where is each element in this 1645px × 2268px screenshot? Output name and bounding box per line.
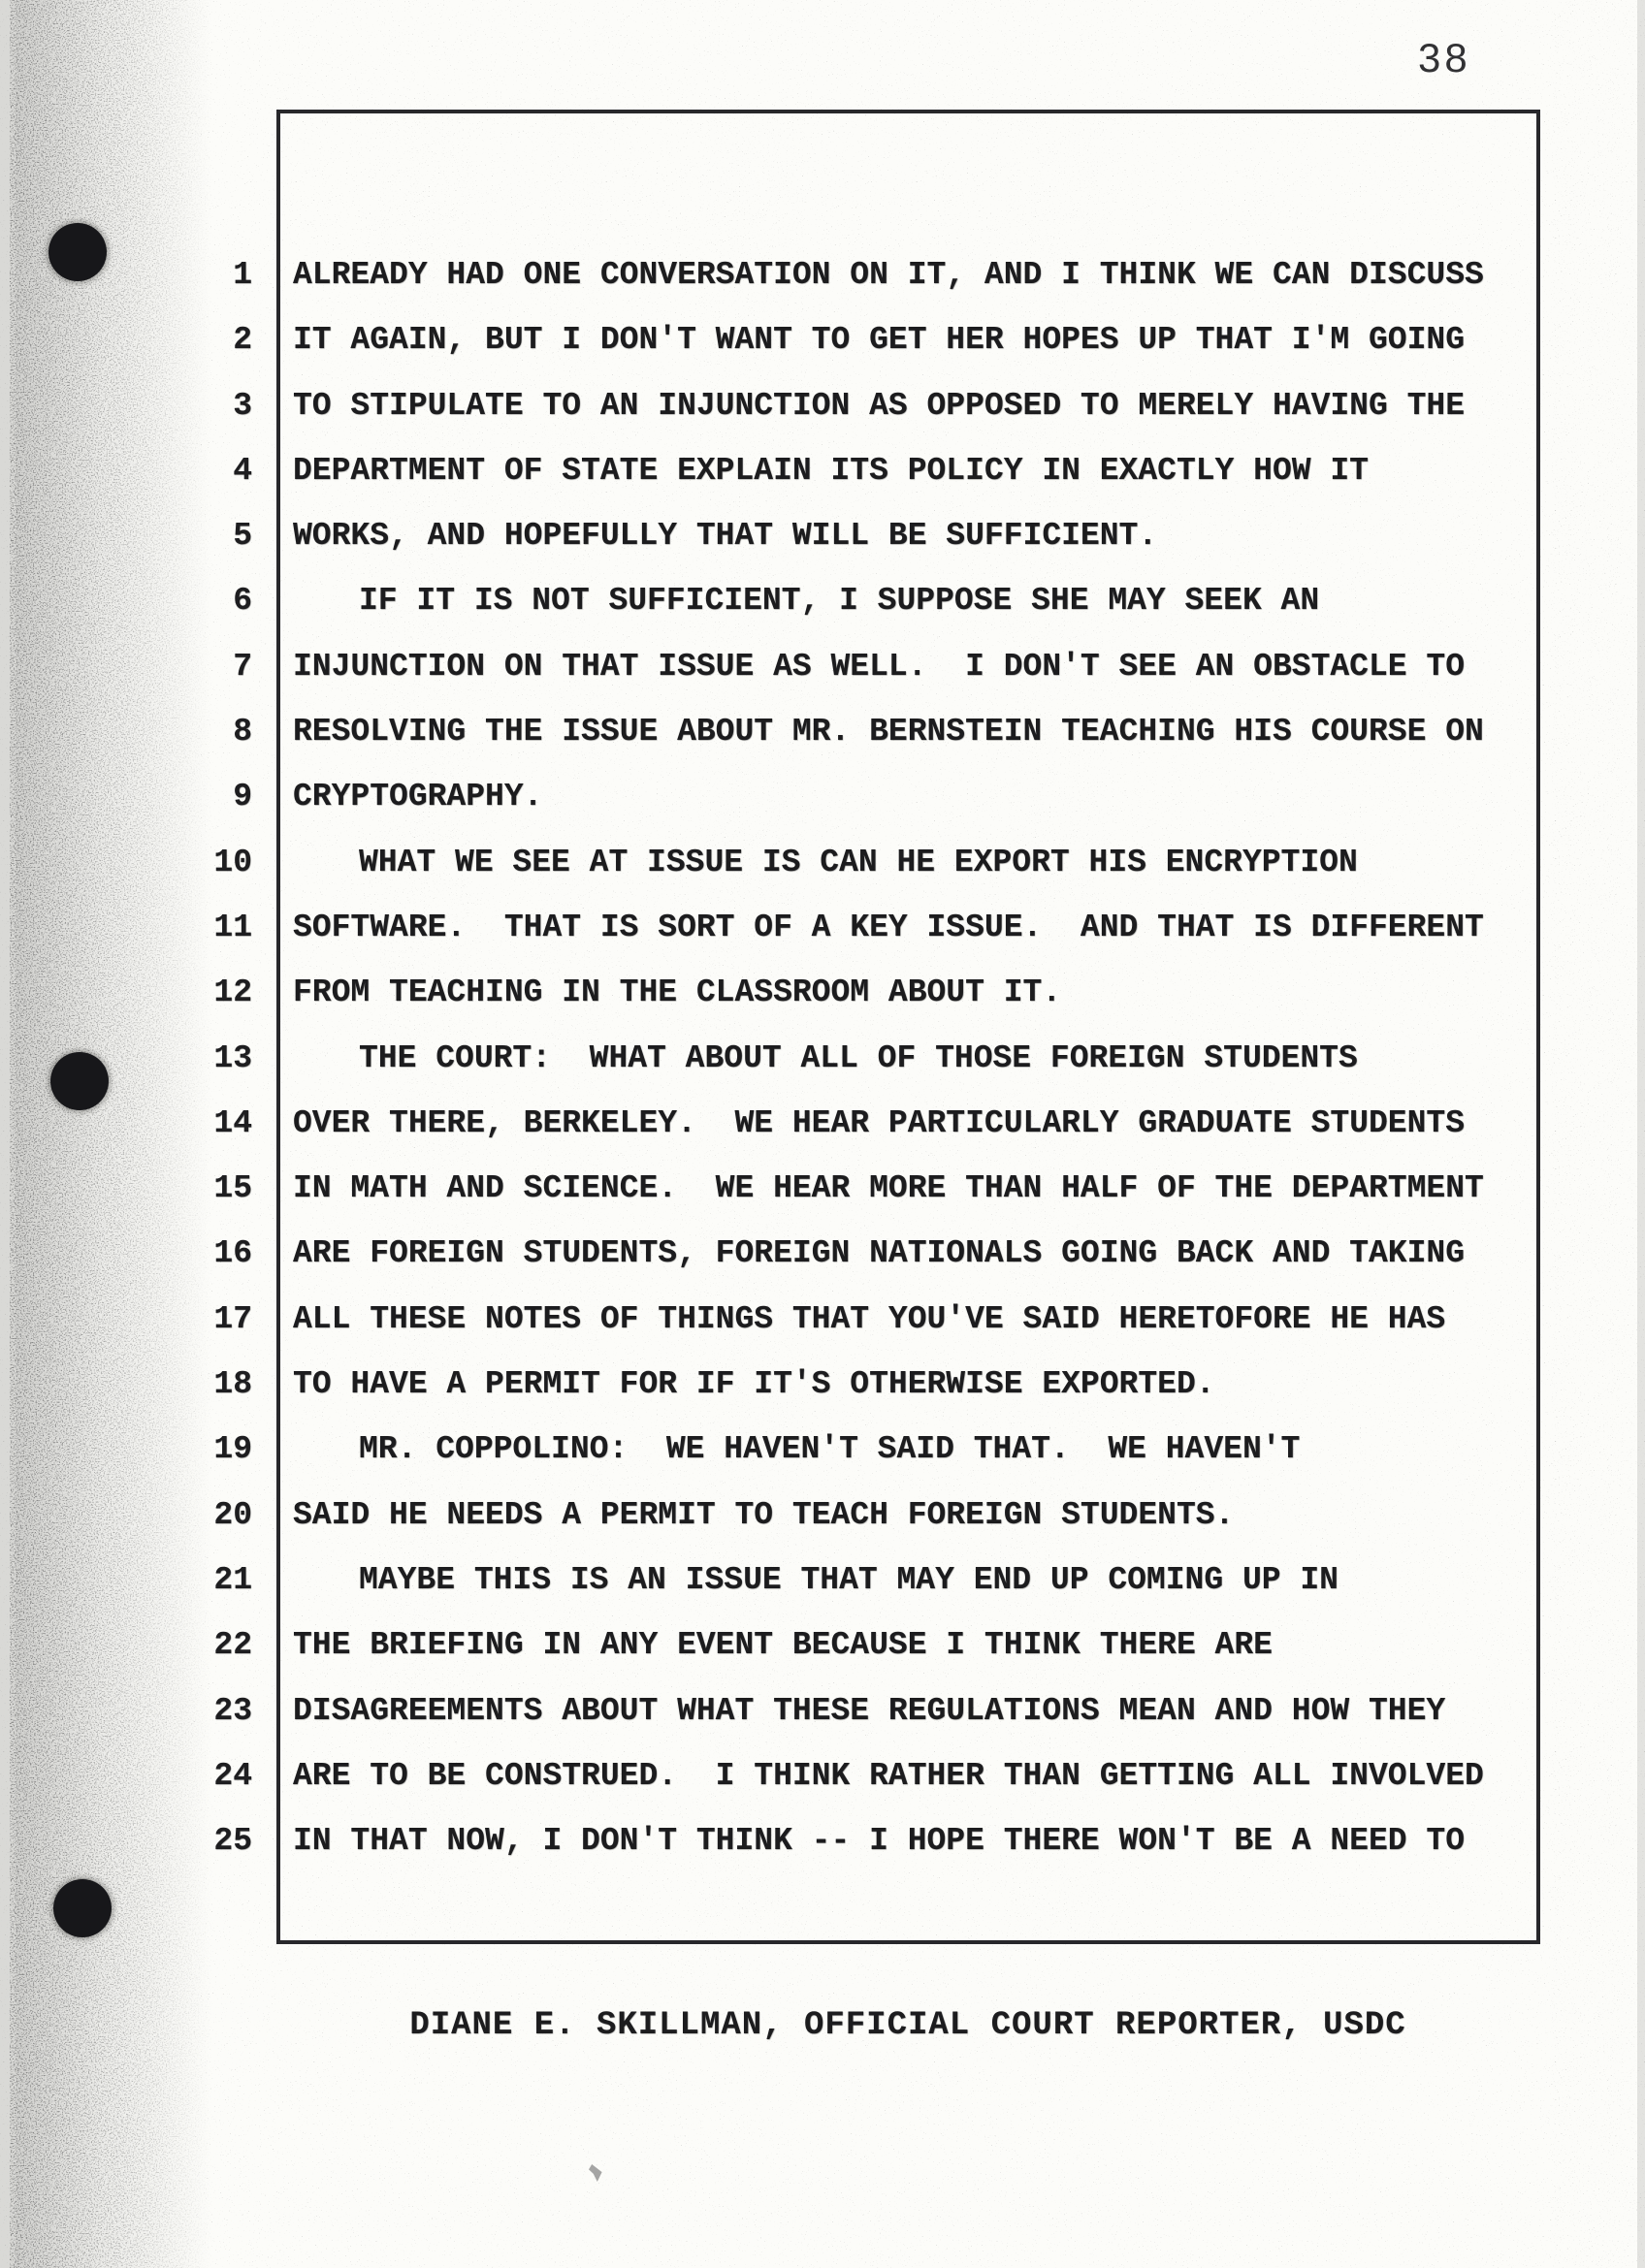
- line-number: 9: [233, 779, 252, 815]
- transcript-line: TO STIPULATE TO AN INJUNCTION AS OPPOSED TO MERELY HAVING THE: [293, 387, 1465, 424]
- transcript-line: DEPARTMENT OF STATE EXPLAIN ITS POLICY IN EXACTLY HOW IT: [293, 452, 1369, 489]
- line-number: 7: [233, 648, 252, 685]
- transcript-line: MR. COPPOLINO: WE HAVEN'T SAID THAT. WE HAVEN'T: [359, 1431, 1301, 1468]
- line-number: 20: [213, 1496, 252, 1533]
- transcript-line: MAYBE THIS IS AN ISSUE THAT MAY END UP COMING UP IN: [359, 1561, 1339, 1598]
- transcript-line: TO HAVE A PERMIT FOR IF IT'S OTHERWISE EXPORTED.: [293, 1366, 1215, 1403]
- line-number: 16: [213, 1235, 252, 1272]
- transcript-line: WHAT WE SEE AT ISSUE IS CAN HE EXPORT HIS ENCRYPTION: [359, 844, 1358, 880]
- line-number: 23: [213, 1692, 252, 1729]
- line-number: 6: [233, 583, 252, 620]
- transcript-line: SOFTWARE. THAT IS SORT OF A KEY ISSUE. AND THAT IS DIFFERENT: [293, 909, 1484, 945]
- line-number: 1: [233, 257, 252, 293]
- scanner-edge-left: [0, 0, 16, 2268]
- binder-hole-bottom: [53, 1879, 112, 1937]
- line-number: 10: [213, 844, 252, 880]
- transcript-line: IN MATH AND SCIENCE. WE HEAR MORE THAN HALF OF THE DEPARTMENT: [293, 1170, 1484, 1207]
- binder-hole-middle: [50, 1052, 109, 1110]
- transcript-line: RESOLVING THE ISSUE ABOUT MR. BERNSTEIN TEACHING HIS COURSE ON: [293, 714, 1484, 751]
- line-number: 5: [233, 518, 252, 555]
- transcript-line: THE COURT: WHAT ABOUT ALL OF THOSE FOREIGN STUDENTS: [359, 1039, 1358, 1076]
- transcript-line: DISAGREEMENTS ABOUT WHAT THESE REGULATIONS MEAN AND HOW THEY: [293, 1692, 1446, 1729]
- transcript-line: IT AGAIN, BUT I DON'T WANT TO GET HER HOPES UP THAT I'M GOING: [293, 322, 1465, 359]
- line-number: 18: [213, 1366, 252, 1403]
- line-number: 3: [233, 387, 252, 424]
- line-number: 15: [213, 1170, 252, 1207]
- transcript-line: SAID HE NEEDS A PERMIT TO TEACH FOREIGN STUDENTS.: [293, 1496, 1235, 1533]
- transcript-line: THE BRIEFING IN ANY EVENT BECAUSE I THINK THERE ARE: [293, 1627, 1273, 1664]
- line-number: 21: [213, 1561, 252, 1598]
- line-number: 2: [233, 322, 252, 359]
- line-number: 24: [213, 1757, 252, 1794]
- transcript-line: IN THAT NOW, I DON'T THINK -- I HOPE THERE WON'T BE A NEED TO: [293, 1823, 1465, 1860]
- line-number: 25: [213, 1823, 252, 1860]
- line-number-column: [145, 254, 252, 1885]
- line-number: 19: [213, 1431, 252, 1468]
- line-number: 11: [213, 909, 252, 945]
- transcript-line: ARE FOREIGN STUDENTS, FOREIGN NATIONALS GOING BACK AND TAKING: [293, 1235, 1465, 1272]
- transcript-line: OVER THERE, BERKELEY. WE HEAR PARTICULARLY GRADUATE STUDENTS: [293, 1104, 1465, 1141]
- page-number: 38: [1418, 35, 1471, 80]
- line-number: 22: [213, 1627, 252, 1664]
- line-number: 17: [213, 1300, 252, 1337]
- transcript-line: ALREADY HAD ONE CONVERSATION ON IT, AND I THINK WE CAN DISCUSS: [293, 257, 1484, 293]
- transcript-line: ARE TO BE CONSTRUED. I THINK RATHER THAN GETTING ALL INVOLVED: [293, 1757, 1484, 1794]
- line-number: 12: [213, 974, 252, 1011]
- line-number: 13: [213, 1039, 252, 1076]
- transcript-text-column: [293, 254, 1536, 1885]
- line-number: 8: [233, 714, 252, 751]
- transcript-line: WORKS, AND HOPEFULLY THAT WILL BE SUFFICIENT.: [293, 518, 1158, 555]
- transcript-line: INJUNCTION ON THAT ISSUE AS WELL. I DON'T SEE AN OBSTACLE TO: [293, 648, 1465, 685]
- line-number: 4: [233, 452, 252, 489]
- stray-scan-mark: [589, 2164, 604, 2182]
- court-reporter-footer: DIANE E. SKILLMAN, OFFICIAL COURT REPORTER, USDC: [409, 2007, 1406, 2044]
- scanner-edge-right: [1637, 0, 1645, 2268]
- transcript-line: CRYPTOGRAPHY.: [293, 779, 543, 815]
- transcript-line: FROM TEACHING IN THE CLASSROOM ABOUT IT.: [293, 974, 1062, 1011]
- transcript-line: IF IT IS NOT SUFFICIENT, I SUPPOSE SHE MAY SEEK AN: [359, 583, 1320, 620]
- binder-hole-top: [48, 223, 107, 281]
- line-number: 14: [213, 1104, 252, 1141]
- transcript-line: ALL THESE NOTES OF THINGS THAT YOU'VE SAID HERETOFORE HE HAS: [293, 1300, 1446, 1337]
